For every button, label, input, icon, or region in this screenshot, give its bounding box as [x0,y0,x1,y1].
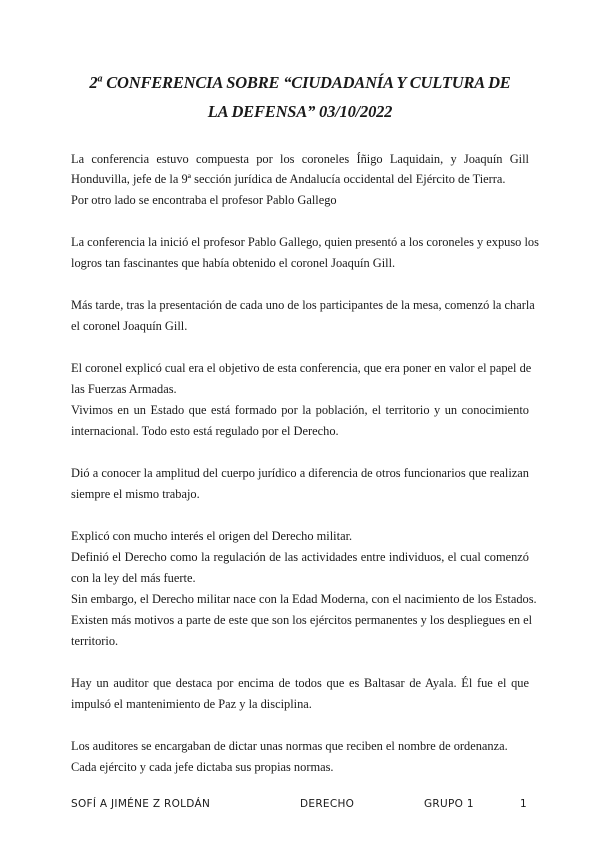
title-ordinal: a [97,73,103,85]
title-number: 2 [89,73,98,92]
paragraph-line: Sin embargo, el Derecho militar nace con la Edad Moderna, con el nacimiento de los Estados. [71,592,537,606]
title-line-2: LA DEFENSA” 03/10/2022 [207,102,393,121]
title-line-1 [40,73,560,93]
paragraph-line: las Fuerzas Armadas. [71,382,177,396]
paragraph-line: Cada ejército y cada jefe dictaba sus propias normas. [71,760,334,774]
paragraph-line: Existen más motivos a parte de este que son los ejércitos permanentes y los despliegues en el [71,613,533,627]
paragraph-line: Explicó con mucho interés el origen del Derecho militar. [71,529,353,543]
footer-author: SOFÍ A JIMÉNE Z ROLDÁN [71,798,211,810]
title-text: CONFERENCIA SOBRE “CIUDADANÍA Y CULTURA DE [102,73,511,92]
paragraph-line: Definió el Derecho como la regulación de las actividades entre individuos, el cual comenzó [71,550,529,564]
paragraph-line: Más tarde, tras la presentación de cada uno de los participantes de la mesa, comenzó la charla [71,298,535,312]
paragraph-line: La conferencia la inició el profesor Pablo Gallego, quien presentó a los coroneles y expuso los [71,235,539,249]
paragraph-line: Los auditores se encargaban de dictar unas normas que reciben el nombre de ordenanza. [71,739,508,753]
paragraph-line: La conferencia estuvo compuesta por los coroneles Íñigo Laquidain, y Joaquín Gill [71,152,529,166]
paragraph-line: Vivimos en un Estado que está formado por la población, el territorio y un conocimiento [71,403,529,417]
paragraph-line: impulsó el mantenimiento de Paz y la disciplina. [71,697,312,711]
footer-group: GRUPO 1 [424,798,474,810]
footer-page-number: 1 [520,798,527,810]
paragraph-line: el coronel Joaquín Gill. [71,319,188,333]
paragraph-line: El coronel explicó cual era el objetivo de esta conferencia, que era poner en valor el papel de [71,361,532,375]
footer-subject: DERECHO [300,798,355,810]
paragraph-line: Hay un auditor que destaca por encima de todos que es Baltasar de Ayala. Él fue el que [71,676,529,690]
paragraph-line: territorio. [71,634,119,648]
paragraph-line: siempre el mismo trabajo. [71,487,200,501]
paragraph-line: Honduvilla, jefe de la 9ª sección jurídica de Andalucía occidental del Ejército de Tierra. [71,172,506,186]
paragraph-line: Dió a conocer la amplitud del cuerpo jurídico a diferencia de otros funcionarios que realizan [71,466,529,480]
paragraph-line: Por otro lado se encontraba el profesor Pablo Gallego [71,193,337,207]
paragraph-line: con la ley del más fuerte. [71,571,196,585]
paragraph-line: internacional. Todo esto está regulado por el Derecho. [71,424,339,438]
paragraph-line: logros tan fascinantes que había obtenido el coronel Joaquín Gill. [71,256,396,270]
